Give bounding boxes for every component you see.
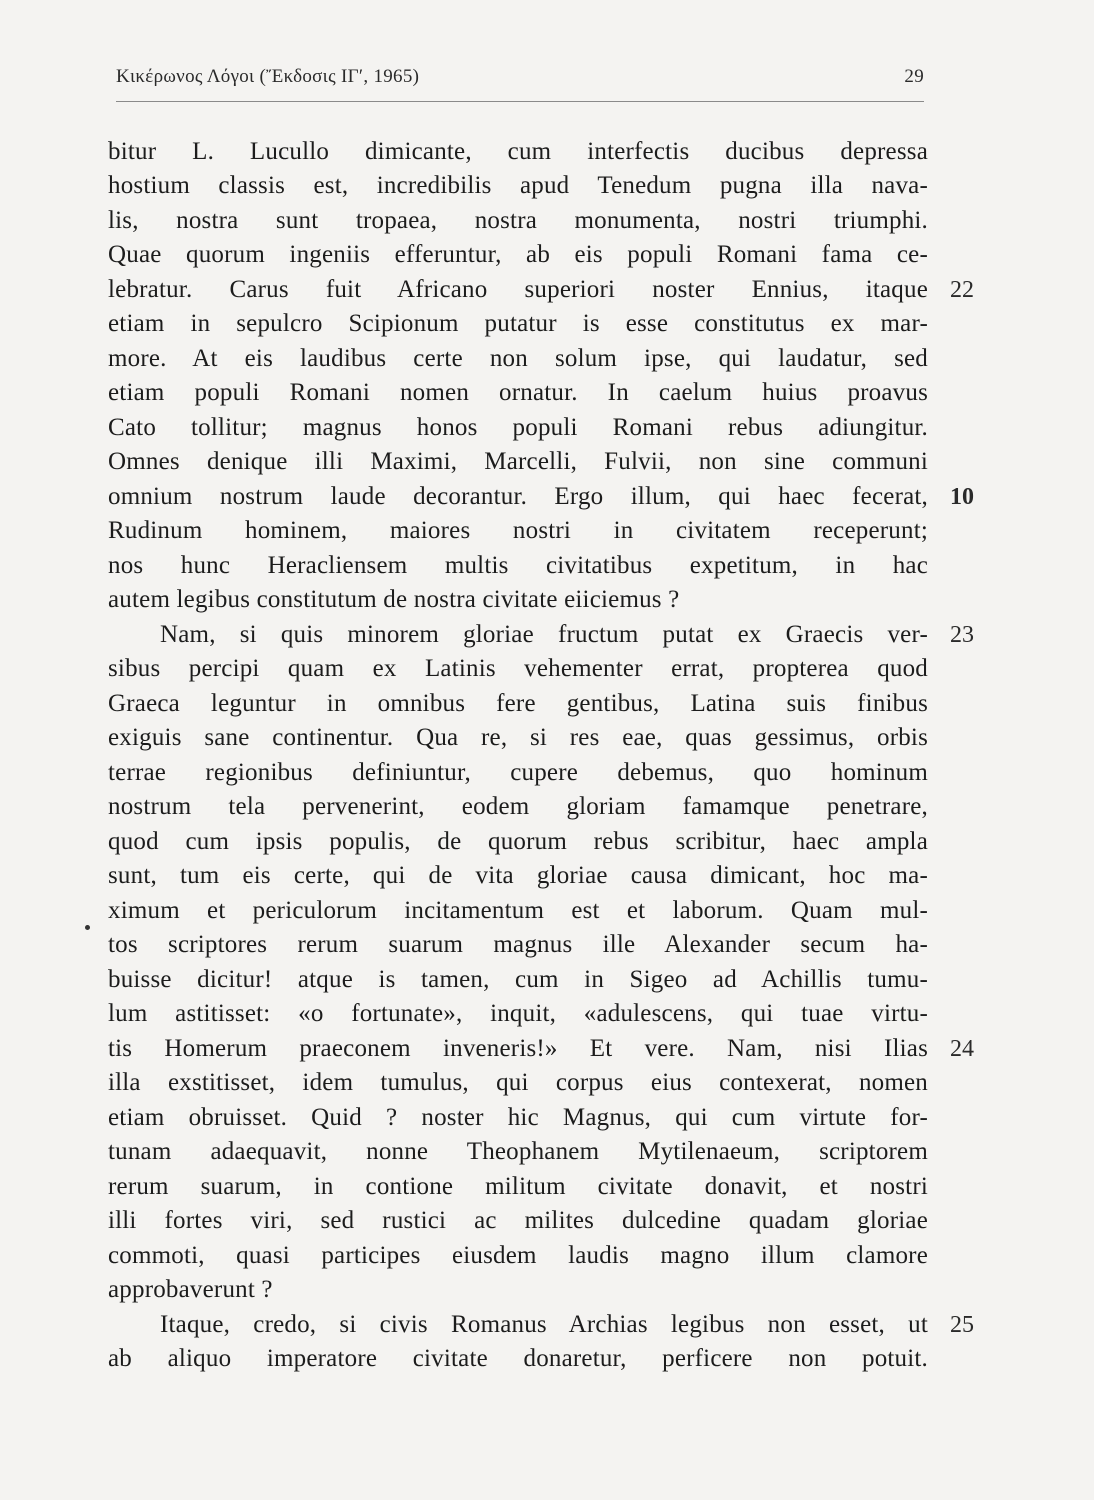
running-head [116,66,924,94]
ink-speck [85,925,90,930]
text-line: tis Homerum praeconem inveneris!» Et vere. Nam, nisi Ilias [108,1035,928,1062]
text-line: lum astitisset: «o fortunate», inquit, «adulescens, qui tuae virtu- [108,1000,928,1027]
text-line: terrae regionibus definiuntur, cupere debemus, quo hominum [108,759,928,786]
text-line: nos hunc Heracliensem multis civitatibus expetitum, in hac [108,552,928,579]
header-rule [116,101,924,102]
text-line: omnium nostrum laude decorantur. Ergo illum, qui haec fecerat, [108,483,928,510]
text-line: Nam, si quis minorem gloriae fructum putat ex Graecis ver- [160,621,928,648]
text-line: ximum et periculorum incitamentum est et laborum. Quam mul- [108,897,928,924]
text-line: etiam populi Romani nomen ornatur. In caelum huius proavus [108,379,928,406]
text-line: Rudinum hominem, maiores nostri in civitatem receperunt; [108,517,928,544]
text-line: lis, nostra sunt tropaea, nostra monumenta, nostri triumphi. [108,207,928,234]
text-line: tunam adaequavit, nonne Theophanem Mytilenaeum, scriptorem [108,1138,928,1165]
text-line: autem legibus constitutum de nostra civitate eiiciemus ? [108,586,680,613]
text-line: hostium classis est, incredibilis apud Tenedum pugna illa nava- [108,172,928,199]
text-line: sibus percipi quam ex Latinis vehementer errat, propterea quod [108,655,928,682]
text-line: illa exstitisset, idem tumulus, qui corpus eius contexerat, nomen [108,1069,928,1096]
text-line: sunt, tum eis certe, qui de vita gloriae causa dimicant, hoc ma- [108,862,928,889]
text-line: Itaque, credo, si civis Romanus Archias legibus non esset, ut [160,1311,928,1338]
page-number: 29 [904,66,924,87]
text-line: Graeca leguntur in omnibus fere gentibus, Latina suis finibus [108,690,928,717]
text-line: buisse dicitur! atque is tamen, cum in Sigeo ad Achillis tumu- [108,966,928,993]
margin-number-23: 23 [950,622,974,648]
text-line: bitur L. Lucullo dimicante, cum interfectis ducibus depressa [108,138,928,165]
margin-number-24: 24 [950,1036,974,1062]
text-line: more. At eis laudibus certe non solum ipse, qui laudatur, sed [108,345,928,372]
text-line: approbaverunt ? [108,1276,273,1303]
text-line: nostrum tela pervenerint, eodem gloriam famamque penetrare, [108,793,928,820]
text-line: commoti, quasi participes eiusdem laudis magno illum clamore [108,1242,928,1269]
text-line: etiam obruisset. Quid ? noster hic Magnus, qui cum virtute for- [108,1104,928,1131]
text-line: etiam in sepulcro Scipionum putatur is esse constitutus ex mar- [108,310,928,337]
text-line: Quae quorum ingeniis efferuntur, ab eis populi Romani fama ce- [108,241,928,268]
text-line: ab aliquo imperatore civitate donaretur, perficere non potuit. [108,1345,928,1372]
margin-number-22: 22 [950,277,974,303]
book-title: Κικέρωνος Λόγοι (Ἔκδοσις ΙΓʹ, 1965) [116,66,420,87]
text-line: exiguis sane continentur. Qua re, si res eae, quas gessimus, orbis [108,724,928,751]
text-line: Cato tollitur; magnus honos populi Romani rebus adiungitur. [108,414,928,441]
text-line: quod cum ipsis populis, de quorum rebus scribitur, haec ampla [108,828,928,855]
text-line: illi fortes viri, sed rustici ac milites dulcedine quadam gloriae [108,1207,928,1234]
text-line: lebratur. Carus fuit Africano superiori noster Ennius, itaque [108,276,928,303]
text-line: rerum suarum, in contione militum civitate donavit, et nostri [108,1173,928,1200]
text-line: tos scriptores rerum suarum magnus ille Alexander secum ha- [108,931,928,958]
margin-number-10: 10 [950,484,974,510]
text-line: Omnes denique illi Maximi, Marcelli, Fulvii, non sine communi [108,448,928,475]
margin-number-25: 25 [950,1312,974,1338]
